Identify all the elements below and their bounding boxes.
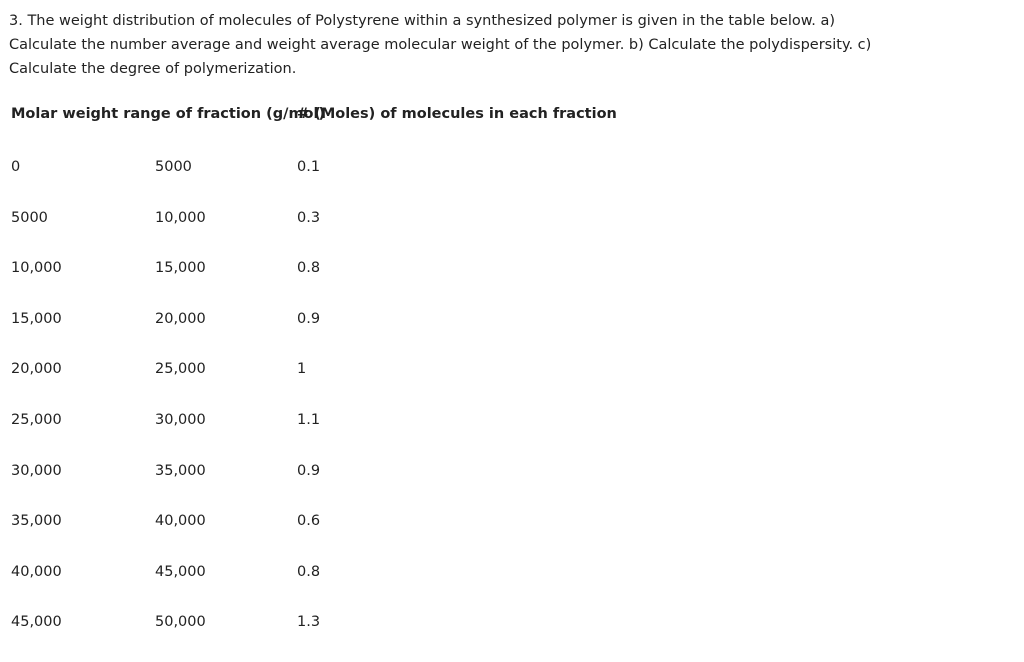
cell-moles: 0.1 [297, 159, 321, 175]
table-row [0, 308, 1024, 359]
cell-range-high: 40,000 [155, 513, 206, 530]
cell-range-low: 15,000 [11, 310, 62, 327]
question-line-3: Calculate the degree of polymerization. [9, 61, 297, 77]
question-text [9, 9, 872, 81]
table-header [0, 106, 1024, 128]
question-line-1: 3. The weight distribution of molecules of Polystyrene within a synthesized polymer is given in the table below. a) [9, 13, 836, 29]
question-line-2: Calculate the number average and weight average molecular weight of the polymer. b) Calculate the polydispersity. c) [9, 37, 872, 53]
table-row [0, 358, 1024, 409]
cell-range-high: 20,000 [155, 310, 206, 327]
cell-moles: 0.6 [297, 513, 321, 530]
cell-moles: 1.3 [297, 614, 321, 631]
cell-range-high: 30,000 [155, 411, 206, 428]
cell-moles: 0.3 [297, 209, 321, 226]
cell-range-low: 35,000 [11, 513, 62, 530]
table-row [0, 257, 1024, 308]
table-row [0, 561, 1024, 612]
cell-moles: 1.1 [297, 411, 321, 428]
cell-range-high: 45,000 [155, 563, 206, 580]
cell-range-high: 10,000 [155, 209, 206, 226]
cell-range-low: 5000 [11, 209, 48, 226]
cell-range-low: 25,000 [11, 411, 62, 428]
table-row [0, 409, 1024, 460]
table-body [0, 156, 1024, 662]
cell-range-high: 25,000 [155, 361, 206, 378]
cell-moles: 1 [297, 361, 307, 378]
cell-range-high: 5000 [155, 159, 192, 175]
cell-range-high: 50,000 [155, 614, 206, 631]
cell-moles: 0.8 [297, 563, 321, 580]
table-row [0, 460, 1024, 511]
cell-range-low: 30,000 [11, 462, 62, 479]
table-row [0, 156, 1024, 207]
cell-range-low: 40,000 [11, 563, 62, 580]
cell-range-high: 15,000 [155, 260, 206, 277]
cell-moles: 0.9 [297, 310, 321, 327]
table-row [0, 510, 1024, 561]
cell-range-low: 0 [11, 159, 21, 175]
table-row [0, 207, 1024, 258]
cell-range-low: 45,000 [11, 614, 62, 631]
cell-range-high: 35,000 [155, 462, 206, 479]
header-molar-weight-range: Molar weight range of fraction (g/mol) [11, 106, 326, 122]
cell-moles: 0.9 [297, 462, 321, 479]
table-row [0, 611, 1024, 662]
cell-moles: 0.8 [297, 260, 321, 277]
header-moles: # (Moles) of molecules in each fraction [297, 106, 617, 122]
cell-range-low: 20,000 [11, 361, 62, 378]
cell-range-low: 10,000 [11, 260, 62, 277]
